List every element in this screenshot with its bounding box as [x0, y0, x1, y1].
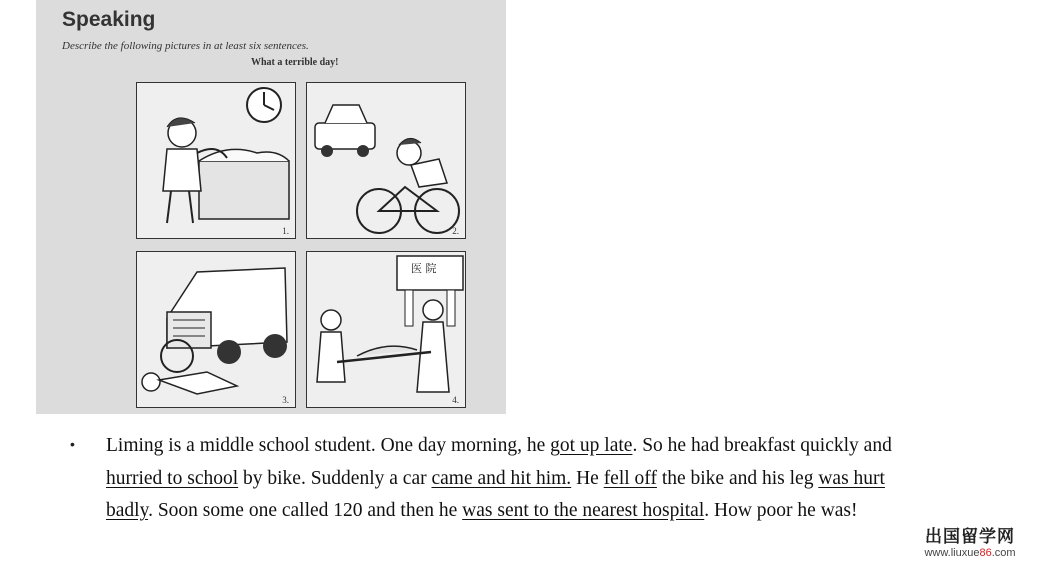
- underlined-answer: got up late: [550, 435, 633, 456]
- picture-heading: What a terrible day!: [251, 57, 339, 68]
- section-title: Speaking: [62, 8, 156, 31]
- underlined-answer: was hurt badly: [106, 467, 885, 521]
- watermark-chinese: 出国留学网: [925, 527, 1015, 547]
- site-watermark: [902, 522, 1038, 559]
- panel-number: 1.: [282, 226, 289, 236]
- instruction-text: Describe the following pictures in at least six sentences.: [62, 40, 309, 52]
- passage-text: by bike. Suddenly a car: [238, 467, 432, 489]
- car-accident-illustration: [137, 252, 295, 407]
- boy-riding-bike-illustration: [307, 83, 465, 238]
- passage-text: Liming is a middle school student. One day morning, he: [106, 435, 551, 456]
- picture-panel-1: [136, 82, 296, 239]
- underlined-answer: fell off: [603, 467, 657, 489]
- underlined-answer: came and hit him.: [431, 467, 572, 489]
- watermark-url: www.liuxue86.com: [924, 547, 1016, 559]
- passage-text: the bike and his leg: [656, 467, 819, 489]
- passage-text: He: [571, 467, 604, 489]
- hospital-sign: 医 院: [411, 262, 437, 275]
- panel-number: 4.: [452, 395, 459, 405]
- underlined-answer: hurried to school: [106, 467, 239, 489]
- picture-panel-3: [136, 251, 296, 408]
- passage-text: . So he had breakfast quickly and: [632, 435, 892, 456]
- bullet-marker: •: [70, 436, 75, 452]
- picture-panel-2: [306, 82, 466, 239]
- scanned-textbook-page: [36, 0, 506, 414]
- answer-paragraph: [106, 430, 896, 528]
- picture-panel-4: [306, 251, 466, 408]
- passage-text: . How poor he was!: [704, 500, 858, 521]
- boy-waking-late-illustration: [137, 83, 295, 238]
- panel-number: 3.: [282, 395, 289, 405]
- underlined-answer: was sent to the nearest hospital: [462, 500, 705, 521]
- passage-text: . Soon some one called 120 and then he: [148, 500, 463, 521]
- hospital-stretcher-illustration: [307, 252, 465, 407]
- panel-number: 2.: [452, 226, 459, 236]
